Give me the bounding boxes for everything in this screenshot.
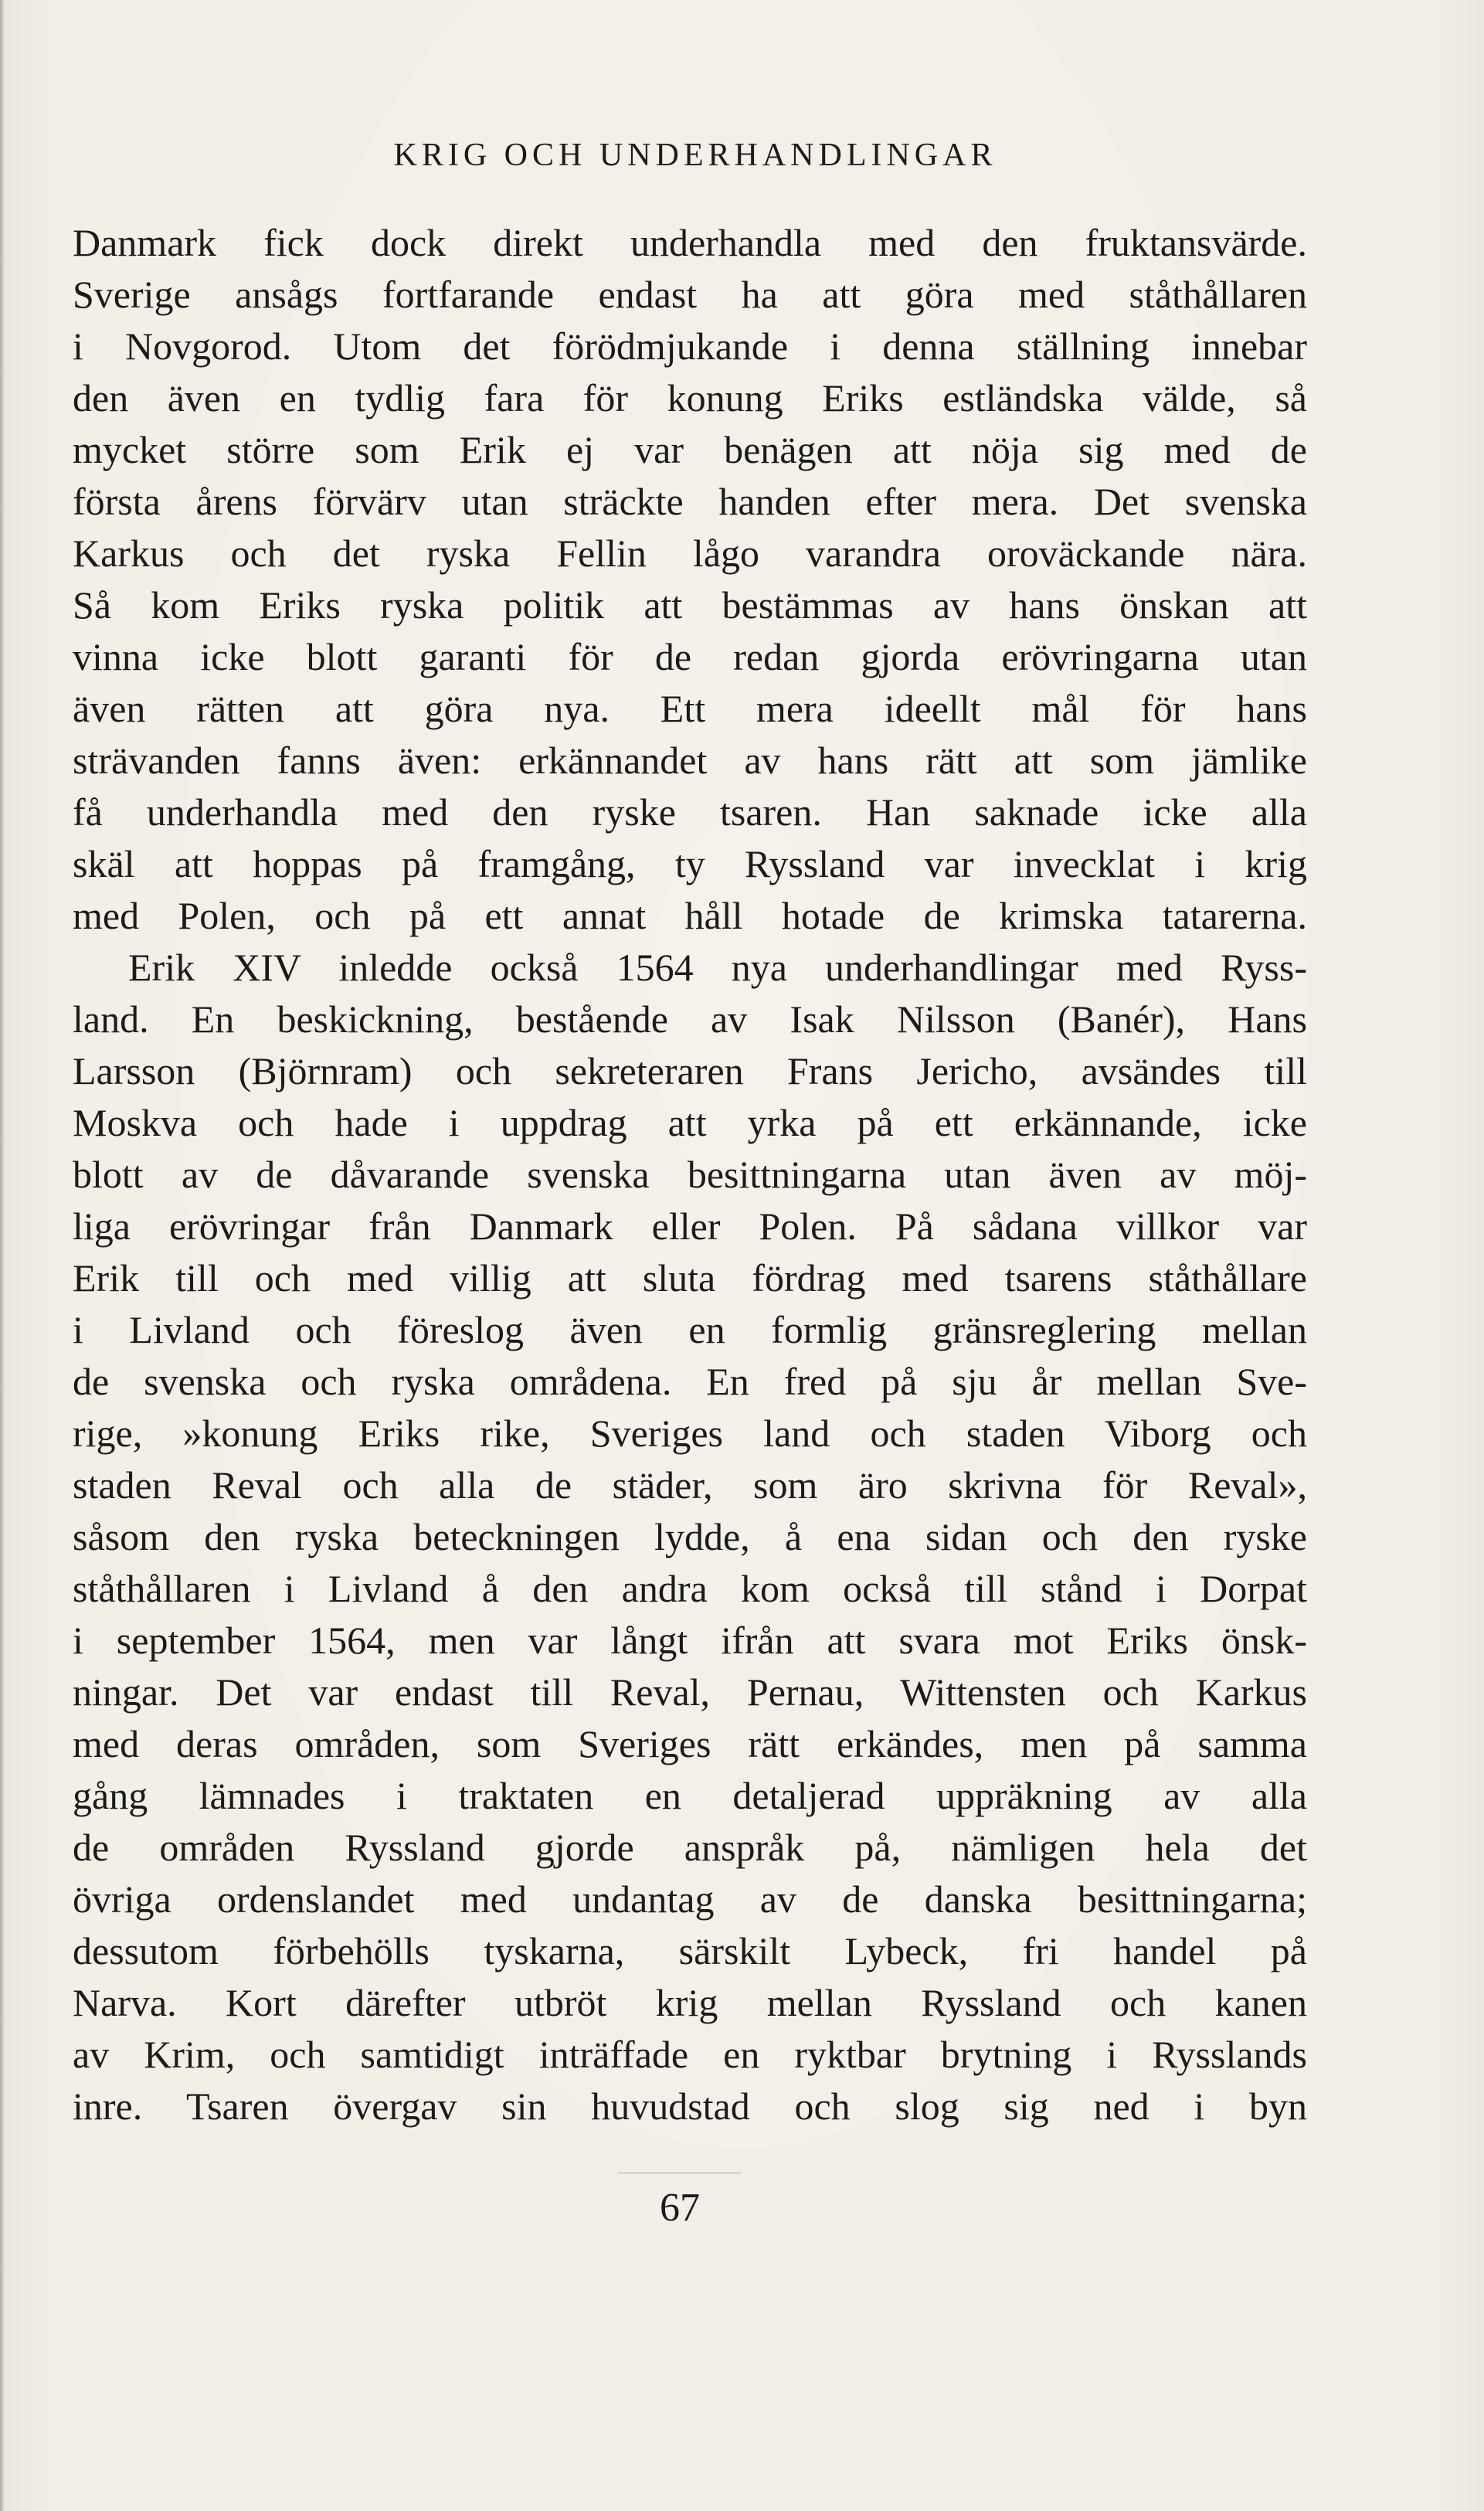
text-line: Karkus och det ryska Fellin lågo varandra oroväckande nära. — [73, 532, 1307, 575]
text-line: den även en tydlig fara för konung Eriks estländska välde, så — [73, 376, 1307, 420]
text-line: Larsson (Björnram) och sekreteraren Frans Jericho, avsändes till — [73, 1049, 1307, 1092]
text-line: vinna icke blott garanti för de redan gjorda erövringarna utan — [73, 635, 1307, 678]
text-line: de svenska och ryska områdena. En fred på sju år mellan Sve- — [73, 1360, 1307, 1403]
text-line: med Polen, och på ett annat håll hotade de krimska tatarerna. — [73, 894, 1307, 937]
text-line: strävanden fanns även: erkännandet av hans rätt att som jämlike — [73, 739, 1307, 782]
text-line: inre. Tsaren övergav sin huvudstad och slog sig ned i byn — [73, 2085, 1307, 2128]
text-line: Danmark fick dock direkt underhandla med den fruktansvärde. — [73, 221, 1307, 264]
text-line: Erik till och med villig att sluta fördrag med tsarens ståthållare — [73, 1256, 1307, 1300]
text-line: mycket större som Erik ej var benägen att nöja sig med de — [73, 428, 1307, 471]
text-line: rige, »konung Eriks rike, Sveriges land och staden Viborg och — [73, 1412, 1307, 1455]
text-line: övriga ordenslandet med undantag av de danska besittningarna; — [73, 1877, 1307, 1921]
text-line: såsom den ryska beteckningen lydde, å ena sidan och den ryske — [73, 1515, 1307, 1558]
text-line: skäl att hoppas på framgång, ty Ryssland var invecklat i krig — [73, 842, 1307, 885]
text-line: av Krim, och samtidigt inträffade en ryktbar brytning i Rysslands — [73, 2033, 1307, 2076]
text-line: gång lämnades i traktaten en detaljerad uppräkning av alla — [73, 1774, 1307, 1817]
text-line: land. En beskickning, bestående av Isak Nilsson (Banér), Hans — [73, 997, 1307, 1041]
text-line: de områden Ryssland gjorde anspråk på, nämligen hela det — [73, 1826, 1307, 1869]
text-line: staden Reval och alla de städer, som äro skrivna för Reval», — [73, 1463, 1307, 1507]
page-binding-edge — [0, 0, 5, 2511]
text-line: ningar. Det var endast till Reval, Pernau, Wittensten och Karkus — [73, 1670, 1307, 1714]
text-line: Narva. Kort därefter utbröt krig mellan Ryssland och kanen — [73, 1981, 1307, 2024]
text-line: liga erövringar från Danmark eller Polen. På sådana villkor var — [73, 1205, 1307, 1248]
text-line: i Novgorod. Utom det förödmjukande i denna ställning innebar — [73, 324, 1307, 368]
text-line: blott av de dåvarande svenska besittningarna utan även av möj- — [73, 1153, 1307, 1196]
text-line: i Livland och föreslog även en formlig gränsreglering mellan — [73, 1308, 1307, 1351]
text-line: första årens förvärv utan sträckte handen efter mera. Det svenska — [73, 480, 1307, 523]
text-line: även rätten att göra nya. Ett mera ideellt mål för hans — [73, 687, 1307, 730]
text-line: Erik XIV inledde också 1564 nya underhandlingar med Ryss- — [128, 946, 1307, 989]
text-line: Moskva och hade i uppdrag att yrka på ett erkännande, icke — [73, 1101, 1307, 1144]
running-header: KRIG OCH UNDERHANDLINGAR — [393, 138, 997, 173]
page-number: 67 — [660, 2186, 700, 2230]
text-line: få underhandla med den ryske tsaren. Han saknade icke alla — [73, 790, 1307, 834]
text-line: Sverige ansågs fortfarande endast ha att göra med ståthållaren — [73, 273, 1307, 316]
text-line: ståthållaren i Livland å den andra kom också till stånd i Dorpat — [73, 1567, 1307, 1610]
text-line: Så kom Eriks ryska politik att bestämmas av hans önskan att — [73, 583, 1307, 627]
text-line: med deras områden, som Sveriges rätt erkändes, men på samma — [73, 1722, 1307, 1765]
text-line: dessutom förbehölls tyskarna, särskilt Lybeck, fri handel på — [73, 1929, 1307, 1972]
body-text — [73, 217, 1307, 2132]
text-line: i september 1564, men var långt ifrån att svara mot Eriks önsk- — [73, 1619, 1307, 1662]
